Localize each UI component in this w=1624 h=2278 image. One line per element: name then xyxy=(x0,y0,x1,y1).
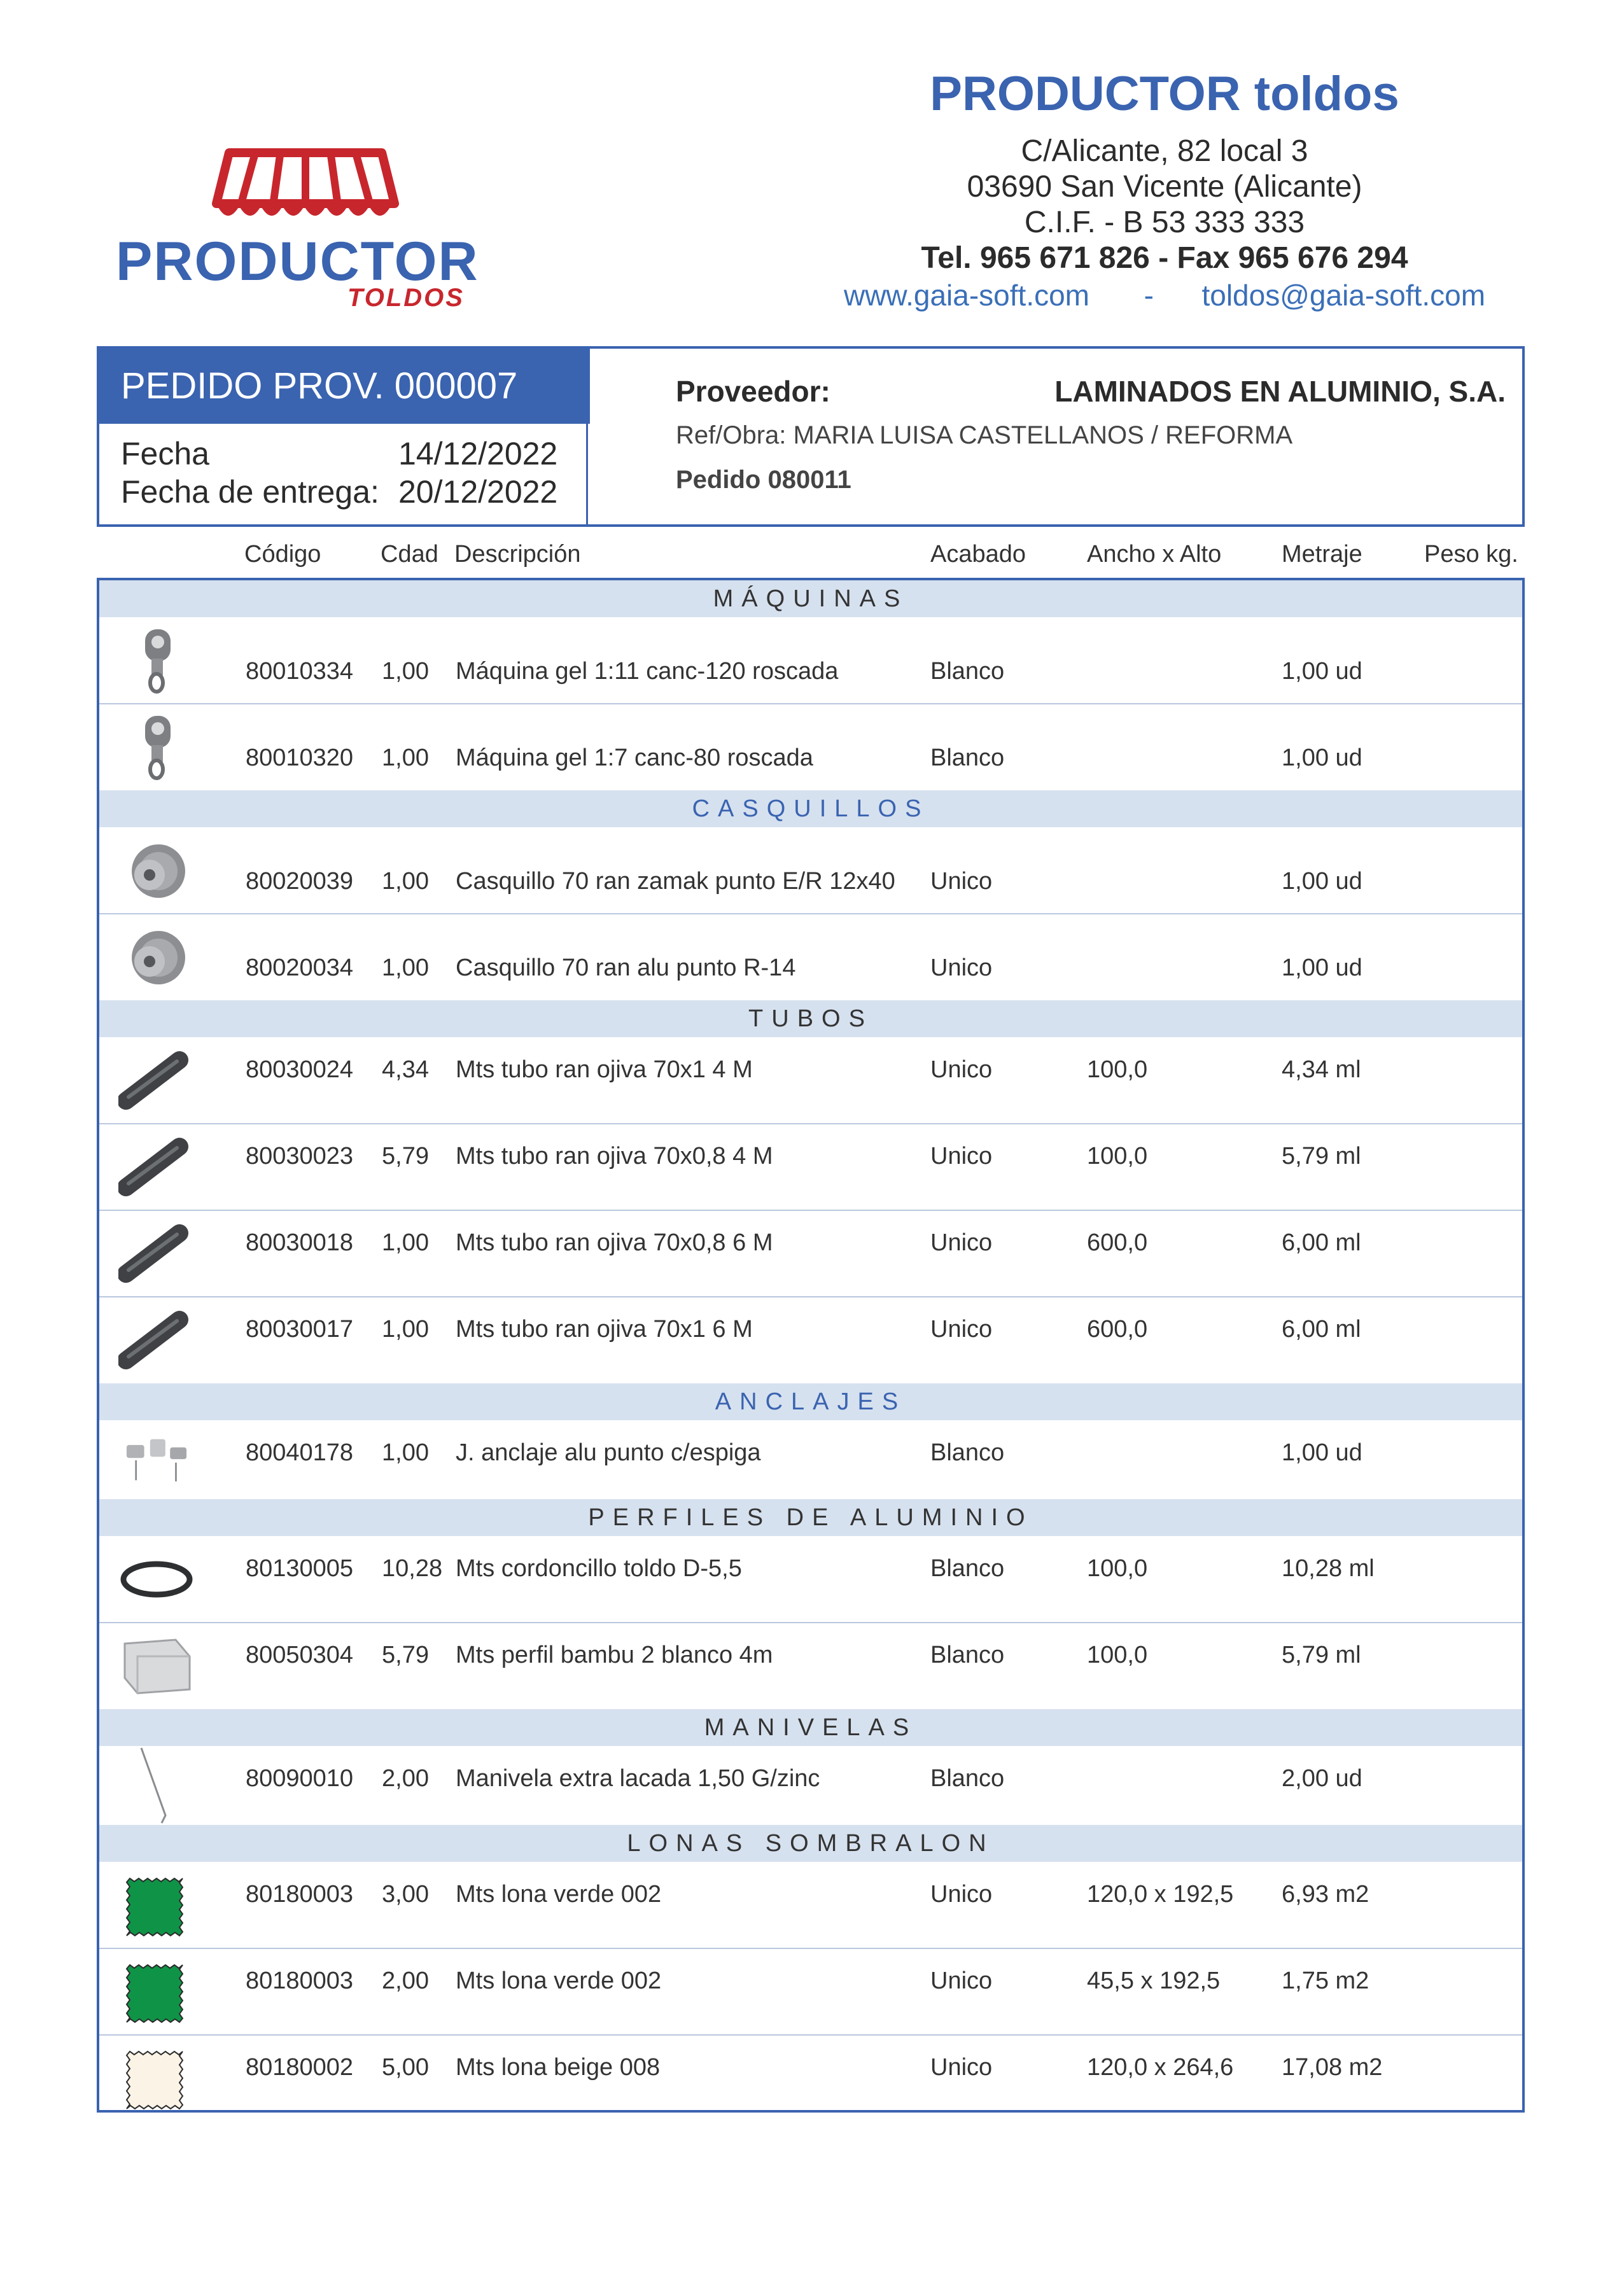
item-description: Máquina gel 1:11 canc-120 roscada xyxy=(456,658,839,685)
item-code: 80050304 xyxy=(246,1642,354,1668)
item-description: Mts tubo ran ojiva 70x1 6 M xyxy=(456,1316,753,1343)
item-quantity: 5,79 xyxy=(382,1642,429,1668)
item-code: 80020034 xyxy=(246,954,354,981)
item-finish: Blanco xyxy=(930,744,1005,771)
item-code: 80030018 xyxy=(246,1229,354,1256)
item-description: Mts cordoncillo toldo D-5,5 xyxy=(456,1555,742,1582)
item-quantity: 2,00 xyxy=(382,1765,429,1792)
company-phones: Tel. 965 671 826 - Fax 965 676 294 xyxy=(921,241,1408,275)
bushing-icon xyxy=(118,920,195,994)
item-metraje: 1,00 ud xyxy=(1282,1439,1362,1466)
item-description: Mts lona beige 008 xyxy=(456,2054,661,2081)
item-description: Casquillo 70 ran alu punto R-14 xyxy=(456,954,796,981)
awning-logo-icon xyxy=(210,140,401,242)
company-address-line1: C/Alicante, 82 local 3 xyxy=(1021,134,1308,168)
item-code: 80030017 xyxy=(246,1316,354,1343)
item-size: 100,0 xyxy=(1087,1642,1148,1668)
table-row xyxy=(99,1037,1522,1124)
item-finish: Blanco xyxy=(930,1642,1005,1668)
item-metraje: 5,79 ml xyxy=(1282,1642,1361,1668)
column-header-qty: Cdad xyxy=(381,541,438,568)
tube-icon xyxy=(118,1217,195,1290)
item-metraje: 6,93 m2 xyxy=(1282,1881,1369,1908)
table-row xyxy=(99,2035,1522,2121)
item-description: J. anclaje alu punto c/espiga xyxy=(456,1439,761,1466)
item-quantity: 1,00 xyxy=(382,954,429,981)
order-date-label: Fecha xyxy=(121,436,209,472)
item-finish: Unico xyxy=(930,1881,993,1908)
table-row xyxy=(99,704,1522,790)
item-metraje: 10,28 ml xyxy=(1282,1555,1375,1582)
table-row xyxy=(99,1746,1522,1825)
item-metraje: 1,00 ud xyxy=(1282,658,1362,685)
company-info xyxy=(815,67,1515,314)
table-row xyxy=(99,914,1522,1000)
item-quantity: 1,00 xyxy=(382,1316,429,1343)
item-description: Mts perfil bambu 2 blanco 4m xyxy=(456,1642,773,1668)
item-metraje: 4,34 ml xyxy=(1282,1056,1361,1083)
cord-ring-icon xyxy=(118,1542,195,1616)
table-row xyxy=(99,1420,1522,1499)
item-finish: Unico xyxy=(930,954,993,981)
table-row xyxy=(99,1623,1522,1709)
item-code: 80030023 xyxy=(246,1143,354,1170)
item-quantity: 1,00 xyxy=(382,1229,429,1256)
item-code: 80010334 xyxy=(246,658,354,685)
section-header: MANIVELAS xyxy=(99,1709,1522,1746)
order-title: PEDIDO PROV. 000007 xyxy=(99,349,588,424)
profile-bar-icon xyxy=(118,1629,195,1703)
item-description: Manivela extra lacada 1,50 G/zinc xyxy=(456,1765,820,1792)
company-cif: C.I.F. - B 53 333 333 xyxy=(1024,206,1305,239)
item-finish: Unico xyxy=(930,1056,993,1083)
table-row xyxy=(99,617,1522,704)
table-row xyxy=(99,1210,1522,1297)
item-metraje: 1,00 ud xyxy=(1282,954,1362,981)
item-finish: Blanco xyxy=(930,1765,1005,1792)
supplier-name: LAMINADOS EN ALUMINIO, S.A. xyxy=(1054,375,1506,408)
item-finish: Unico xyxy=(930,1229,993,1256)
fabric-green-icon xyxy=(118,1955,195,2029)
motor-gear-icon xyxy=(118,624,195,697)
item-finish: Blanco xyxy=(930,1555,1005,1582)
item-size: 100,0 xyxy=(1087,1143,1148,1170)
table-row xyxy=(99,1948,1522,2035)
company-contact xyxy=(815,276,1515,314)
item-code: 80180003 xyxy=(246,1881,354,1908)
logo-subtitle: TOLDOS xyxy=(347,284,465,312)
order-header-box xyxy=(97,346,1525,527)
column-header-code: Código xyxy=(244,541,321,568)
column-header-finish: Acabado xyxy=(930,541,1026,568)
item-size: 600,0 xyxy=(1087,1316,1148,1343)
item-quantity: 1,00 xyxy=(382,744,429,771)
anchor-kit-icon xyxy=(118,1427,195,1493)
tube-icon xyxy=(118,1303,195,1377)
order-date-value: 14/12/2022 xyxy=(398,436,558,472)
item-metraje: 1,75 m2 xyxy=(1282,1967,1369,1994)
item-quantity: 5,00 xyxy=(382,2054,429,2081)
item-quantity: 1,00 xyxy=(382,868,429,895)
section-header: MÁQUINAS xyxy=(99,580,1522,617)
item-size: 100,0 xyxy=(1087,1555,1148,1582)
section-header: ANCLAJES xyxy=(99,1383,1522,1420)
item-description: Mts lona verde 002 xyxy=(456,1967,662,1994)
item-size: 100,0 xyxy=(1087,1056,1148,1083)
item-quantity: 1,00 xyxy=(382,1439,429,1466)
item-metraje: 6,00 ml xyxy=(1282,1229,1361,1256)
column-header-weight: Peso kg. xyxy=(1424,541,1518,568)
item-quantity: 3,00 xyxy=(382,1881,429,1908)
tube-icon xyxy=(118,1130,195,1204)
item-metraje: 17,08 m2 xyxy=(1282,2054,1383,2081)
company-web-link[interactable]: www.gaia-soft.com xyxy=(843,279,1089,312)
item-finish: Blanco xyxy=(930,658,1005,685)
reference-line: Ref/Obra: MARIA LUISA CASTELLANOS / REFORMA xyxy=(676,421,1293,449)
item-description: Mts tubo ran ojiva 70x0,8 4 M xyxy=(456,1143,773,1170)
table-row xyxy=(99,1862,1522,1948)
section-header: CASQUILLOS xyxy=(99,790,1522,827)
bushing-icon xyxy=(118,834,195,907)
item-code: 80040178 xyxy=(246,1439,354,1466)
item-quantity: 4,34 xyxy=(382,1056,429,1083)
column-header-description: Descripción xyxy=(454,541,581,568)
section-header: TUBOS xyxy=(99,1000,1522,1037)
item-metraje: 1,00 ud xyxy=(1282,744,1362,771)
item-code: 80090010 xyxy=(246,1765,354,1792)
item-description: Mts tubo ran ojiva 70x0,8 6 M xyxy=(456,1229,773,1256)
item-description: Mts tubo ran ojiva 70x1 4 M xyxy=(456,1056,753,1083)
tube-icon xyxy=(118,1044,195,1117)
item-description: Casquillo 70 ran zamak punto E/R 12x40 xyxy=(456,868,895,895)
item-metraje: 1,00 ud xyxy=(1282,868,1362,895)
logo-wordmark: PRODUCTOR xyxy=(116,231,479,292)
item-code: 80130005 xyxy=(246,1555,354,1582)
fabric-green-icon xyxy=(118,1868,195,1942)
item-quantity: 5,79 xyxy=(382,1143,429,1170)
item-code: 80020039 xyxy=(246,868,354,895)
contact-separator: - xyxy=(1144,279,1154,312)
item-size: 600,0 xyxy=(1087,1229,1148,1256)
delivery-date-value: 20/12/2022 xyxy=(398,474,558,510)
customer-order-number: Pedido 080011 xyxy=(676,466,851,494)
supplier-label: Proveedor: xyxy=(676,375,830,408)
items-table xyxy=(97,578,1525,2113)
item-quantity: 10,28 xyxy=(382,1555,443,1582)
fabric-beige-icon xyxy=(118,2041,195,2115)
item-finish: Unico xyxy=(930,1143,993,1170)
column-header-metraje: Metraje xyxy=(1282,541,1362,568)
item-finish: Blanco xyxy=(930,1439,1005,1466)
item-code: 80180002 xyxy=(246,2054,354,2081)
section-header: PERFILES DE ALUMINIO xyxy=(99,1499,1522,1536)
item-quantity: 2,00 xyxy=(382,1967,429,1994)
table-row xyxy=(99,1536,1522,1623)
company-logo xyxy=(108,127,503,318)
item-size: 120,0 x 192,5 xyxy=(1087,1881,1234,1908)
company-address-line2: 03690 San Vicente (Alicante) xyxy=(967,170,1362,204)
item-size: 120,0 x 264,6 xyxy=(1087,2054,1234,2081)
item-description: Máquina gel 1:7 canc-80 roscada xyxy=(456,744,813,771)
crank-handle-icon xyxy=(118,1752,195,1819)
column-header-size: Ancho x Alto xyxy=(1087,541,1222,568)
table-row xyxy=(99,1297,1522,1383)
item-description: Mts lona verde 002 xyxy=(456,1881,662,1908)
item-quantity: 1,00 xyxy=(382,658,429,685)
delivery-date-label: Fecha de entrega: xyxy=(121,474,379,510)
item-code: 80010320 xyxy=(246,744,354,771)
table-row xyxy=(99,1124,1522,1210)
item-metraje: 6,00 ml xyxy=(1282,1316,1361,1343)
item-metraje: 2,00 ud xyxy=(1282,1765,1362,1792)
item-metraje: 5,79 ml xyxy=(1282,1143,1361,1170)
order-box-divider xyxy=(588,349,590,424)
item-code: 80030024 xyxy=(246,1056,354,1083)
table-row xyxy=(99,827,1522,914)
item-code: 80180003 xyxy=(246,1967,354,1994)
item-finish: Unico xyxy=(930,1967,993,1994)
section-header: LONAS SOMBRALON xyxy=(99,1825,1522,1862)
item-size: 45,5 x 192,5 xyxy=(1087,1967,1221,1994)
item-finish: Unico xyxy=(930,2054,993,2081)
item-finish: Unico xyxy=(930,1316,993,1343)
motor-gear-icon xyxy=(118,710,195,784)
company-email-link[interactable]: toldos@gaia-soft.com xyxy=(1201,279,1486,312)
order-dates xyxy=(99,424,588,524)
item-finish: Unico xyxy=(930,868,993,895)
company-name: PRODUCTOR toldos xyxy=(930,67,1399,121)
